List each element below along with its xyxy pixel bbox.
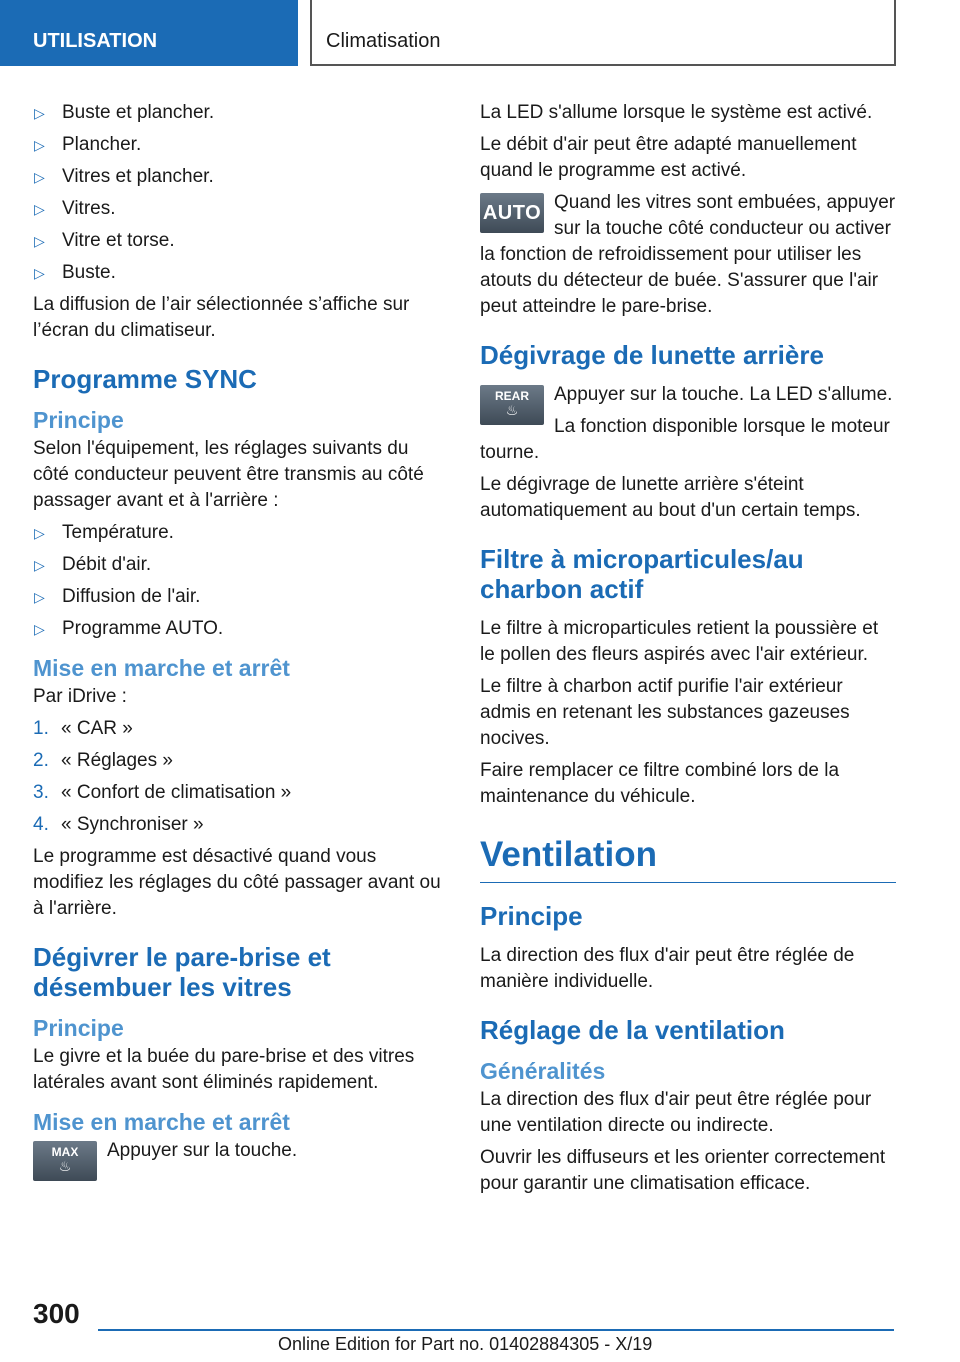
list-item: ▷ Vitres. (33, 196, 449, 222)
page-header (0, 0, 960, 66)
heading-filtre: Filtre à microparticules/au charbon actif (480, 544, 804, 604)
paragraph: Le filtre à charbon actif purifie l'air extérieur admis en retenant les substances gazeuses nocives. (480, 676, 850, 749)
list-item: ▷ Diffusion de l'air. (33, 584, 449, 610)
footer-divider (98, 1329, 894, 1331)
list-item: ▷ Vitre et torse. (33, 228, 449, 254)
step-text: « Confort de climatisation » (61, 782, 292, 803)
heading-degivrage: Dégivrage de lunette arrière (480, 340, 824, 370)
paragraph: Appuyer sur la touche. La LED s'allume. (554, 384, 893, 405)
left-column (33, 100, 449, 1185)
step-number: 1. (33, 718, 49, 739)
paragraph: Le filtre à microparticules retient la poussière et le pollen des fleurs aspirés avec l'air extérieur. (480, 618, 879, 665)
paragraph: La direction des flux d'air peut être réglée de manière individuelle. (480, 945, 855, 992)
subheading-principe: Principe (33, 1015, 124, 1041)
paragraph: Le programme est désactivé quand vous modifiez les réglages du côté passager avant ou à l'arrière. (33, 846, 441, 919)
paragraph: La fonction disponible lorsque le moteur tourne. (480, 416, 890, 463)
heading-sync: Programme SYNC (33, 364, 257, 394)
list-item: ▷ Programme AUTO. (33, 616, 449, 642)
paragraph: Selon l'équipement, les réglages suivants du côté conducteur peuvent être transmis au côté passager avant et à l'arrière : (33, 438, 424, 511)
paragraph: Par iDrive : (33, 686, 127, 707)
paragraph: Le dégivrage de lunette arrière s'éteint automatiquement au bout d'un certain temps. (480, 474, 861, 521)
auto-button-icon: AUTO (480, 193, 544, 233)
paragraph: La diffusion de l’air sélectionnée s’affiche sur l’écran du climatiseur. (33, 294, 410, 341)
heading-reglage: Réglage de la ventilation (480, 1015, 785, 1045)
subheading-principe: Principe (33, 407, 124, 433)
paragraph: Quand les vitres sont embuées, appuyer sur la touche côté conducteur ou activer la fonction de refroidissement pour utiliser les atouts du détecteur de buée. S'assurer que l'air peut atteindre le pare-brise. (480, 192, 896, 317)
auto-instruction (480, 190, 896, 320)
max-defrost-instruction (33, 1138, 449, 1185)
step-number: 4. (33, 814, 49, 835)
step-text: « Réglages » (61, 750, 173, 771)
list-item: ▷ Buste et plancher. (33, 100, 449, 126)
paragraph: Ouvrir les diffuseurs et les orienter correctement pour garantir une climatisation efficace. (480, 1147, 886, 1194)
list-item (33, 780, 449, 806)
list-item (33, 812, 449, 838)
list-item: ▷ Débit d'air. (33, 552, 449, 578)
heading-ventilation: Ventilation (480, 834, 896, 883)
paragraph: Faire remplacer ce filtre combiné lors de la maintenance du véhicule. (480, 760, 840, 807)
rear-defrost-instruction (480, 382, 896, 466)
paragraph: Le débit d'air peut être adapté manuellement quand le programme est activé. (480, 134, 857, 181)
subheading-marche: Mise en marche et arrêt (33, 1109, 290, 1135)
list-item (33, 716, 449, 742)
max-defrost-icon: MAX ♨ (33, 1141, 97, 1181)
heading-principe: Principe (480, 901, 583, 931)
list-item: ▷ Vitres et plancher. (33, 164, 449, 190)
step-number: 3. (33, 782, 49, 803)
heading-degivrer: Dégivrer le pare-brise et désembuer les vitres (33, 942, 331, 1002)
rear-defrost-icon: REAR ♨ (480, 385, 544, 425)
subheading-generalites: Généralités (480, 1058, 606, 1084)
step-text: « Synchroniser » (61, 814, 204, 835)
paragraph: La direction des flux d'air peut être réglée pour une ventilation directe ou indirecte. (480, 1089, 872, 1136)
step-number: 2. (33, 750, 49, 771)
step-text: « CAR » (61, 718, 133, 739)
list-item (33, 748, 449, 774)
page-number: 300 (33, 1298, 80, 1329)
list-item: ▷ Buste. (33, 260, 449, 286)
list-item: ▷ Plancher. (33, 132, 449, 158)
right-column (480, 100, 896, 1203)
idrive-steps (33, 716, 449, 838)
edition-note: Online Edition for Part no. 01402884305 - X/19 (278, 1334, 653, 1354)
sync-list (33, 520, 449, 642)
paragraph: La LED s'allume lorsque le système est activé. (480, 102, 873, 123)
paragraph: Appuyer sur la touche. (107, 1140, 298, 1161)
subheading-marche: Mise en marche et arrêt (33, 655, 290, 681)
air-distribution-list (33, 100, 449, 286)
chapter-title: Climatisation (310, 0, 896, 66)
list-item: ▷ Température. (33, 520, 449, 546)
paragraph: Le givre et la buée du pare-brise et des vitres latérales avant sont éliminés rapidement. (33, 1046, 415, 1093)
section-tab: UTILISATION (0, 0, 298, 66)
